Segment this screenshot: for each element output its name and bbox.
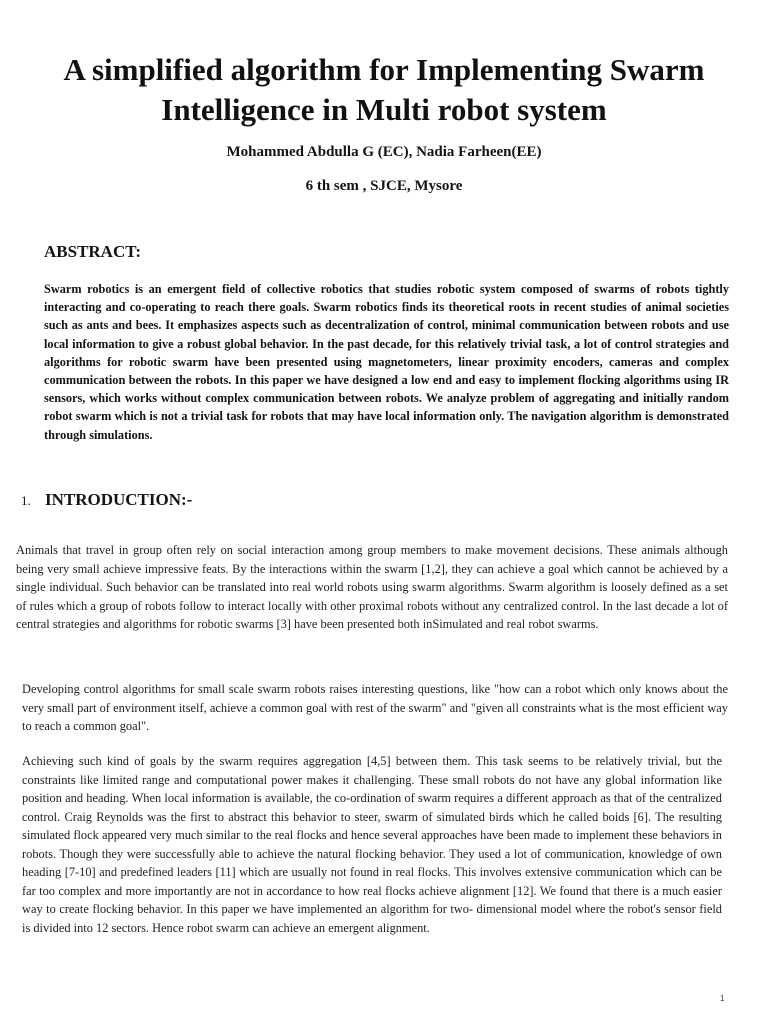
page-number: 1 bbox=[720, 994, 725, 1003]
section-title: INTRODUCTION:- bbox=[45, 490, 193, 509]
intro-paragraph-2: Developing control algorithms for small scale swarm robots raises interesting questions, like "how can a robot which only knows about the very small part of environment itself, achieve a common goal with rest of the swarm" and "given all constraints what is the most efficient way to reach a common goal". bbox=[22, 682, 728, 733]
intro-paragraph-1: Animals that travel in group often rely on social interaction among group members to make movement decisions. These animals although being very small achieve impressive feats. By the interactions within the swarm [1,2], they can achieve a goal which cannot be achieved by a single individual. Such behavior can be translated into real world robots using swarm algorithms. Swarm algorithm is loosely defined as a set of rules which a group of robots follow to interact locally with other proximal robots without any centralized control. In the last decade a lot of central strategies and algorithms for robotic swarms [3] have been presented both inSimulated and real robot swarms. bbox=[16, 543, 728, 631]
abstract-heading: ABSTRACT: bbox=[44, 242, 141, 261]
abstract-body: Swarm robotics is an emergent field of collective robotics that studies robotic system composed of swarms of robots tightly interacting and co-operating to reach there goals. Swarm robotics finds its theoretical roots in recent studies of animal societies such as ants and bees. It emphasizes aspects such as decentralization of control, minimal communication between robots and use local information to give a robust global behavior. In the past decade, for this relatively trivial task, a lot of control strategies and algorithms for robotic swarm have been presented using magnetometers, linear proximity encoders, cameras and complex communication between the robots. In this paper we have designed a low end and easy to implement flocking algorithms using IR sensors, which works without complex communication between robots. We analyze problem of aggregating and initially random robot swarm which is not a trivial task for robots that may have local information only. The navigation algorithm is demonstrated through simulations. bbox=[44, 282, 729, 442]
paper-authors: Mohammed Abdulla G (EC), Nadia Farheen(EE) bbox=[226, 144, 542, 160]
paper-affiliation: 6 th sem , SJCE, Mysore bbox=[305, 178, 463, 194]
introduction-heading bbox=[21, 489, 192, 512]
paper-title: A simplified algorithm for Implementing Swarm Intelligence in Multi robot system bbox=[63, 52, 705, 127]
intro-paragraph-3: Achieving such kind of goals by the swarm requires aggregation [4,5] between them. This task seems to be relatively trivial, but the constraints like limited range and computational power makes it challenging. These small robots do not have any global information like position and heading. When local information is available, the co-ordination of swarm requires a different approach as that of the centralized control. Craig Reynolds was the first to abstract this behavior to steer, swarm of simulated birds which he called boids [6]. The resulting simulated flock appeared very much similar to the real flocks and hence several approaches have been made to implement these behaviors in robots. Though they were successfully able to achieve the natural flocking behavior. They used a lot of communication, knowledge of own heading [7-10] and predefined leaders [11] which are usually not found in real flocks. This involves extensive communication which can be far too complex and more importantly are not in accordance to how real flocks achieve alignment [12]. We found that there is a much easier way to create flocking behavior. In this paper we have implemented an algorithm for two- dimensional model where the robot's sensor field is divided into 12 sectors. Hence robot swarm can achieve an emergent alignment. bbox=[22, 754, 722, 935]
section-number: 1. bbox=[21, 493, 31, 508]
